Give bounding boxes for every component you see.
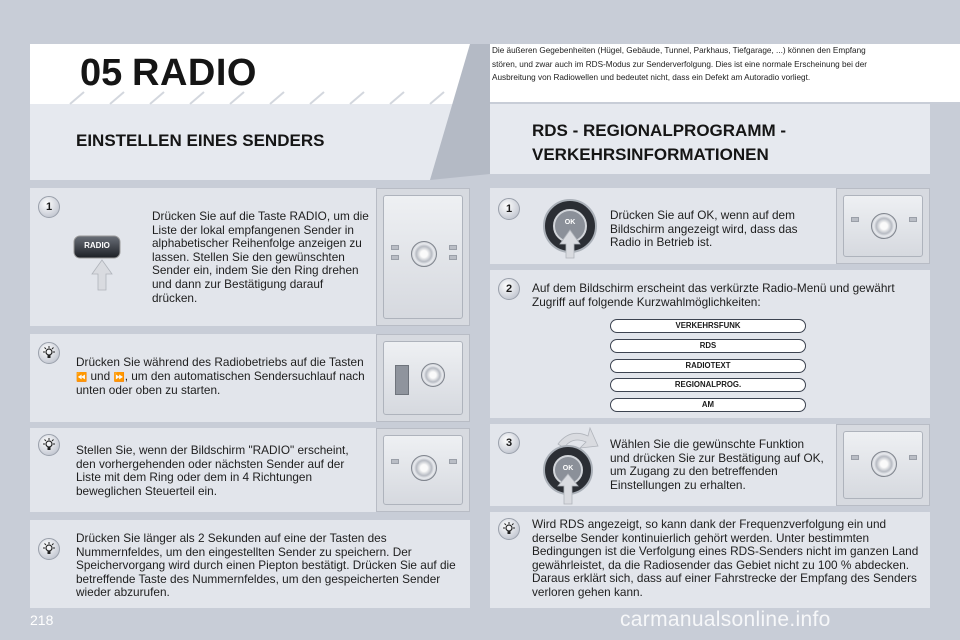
- seek-down-icon: ⏪: [76, 371, 88, 382]
- audio-unit-illustration: [376, 428, 470, 512]
- watermark: carmanualsonline.info: [620, 608, 831, 631]
- step-number-badge: 2: [498, 278, 520, 300]
- radio-button-illustration: [72, 228, 132, 292]
- radio-button-label: RADIO: [84, 241, 110, 250]
- menu-item-verkehrsfunk[interactable]: VERKEHRSFUNK: [610, 319, 806, 333]
- audio-unit-illustration: [376, 188, 470, 326]
- right-tip-text: Wird RDS angezeigt, so kann dank der Frequenzverfolgung ein und derselbe Sender kontinuierlich gehört werden. Unter bestimmten Bedingungen ist die Verfolgung eines RDS-Senders nicht im ganzen Land gewährleistet, da die Radiosender das Gebiet nicht zu 100 % abdecken. Daraus erklärt sich, dass auf einer Fahrstrecke der Empfang des Senders verloren gehen kann.: [532, 517, 919, 599]
- lightbulb-icon: [42, 346, 56, 360]
- seek-up-icon: ⏩: [113, 371, 125, 382]
- right-step2-text: Auf dem Bildschirm erscheint das verkürzte Radio-Menü und gewährt Zugriff auf folgende Kurzwahlmöglichkeiten:: [532, 281, 895, 309]
- left-section-title: EINSTELLEN EINES SENDERS: [76, 131, 325, 150]
- lightbulb-icon: [42, 438, 56, 452]
- step-number-badge: 1: [38, 196, 60, 218]
- right-step1-text: Drücken Sie auf OK, wenn auf dem Bildschirm angezeigt wird, dass das Radio in Betrieb ist.: [610, 208, 798, 250]
- left-tip3-text: Drücken Sie länger als 2 Sekunden auf eine der Tasten des Nummernfeldes, um den eingestellten Sender zu speichern. Der Speichervorgang wird durch einen Piepton bestätigt. Drücken Sie auf die betreffende Taste des Nummernfeldes, um den gespeicherten Sender wieder abzurufen.: [76, 531, 456, 600]
- audio-unit-illustration: [836, 424, 930, 506]
- step-number-badge: 1: [498, 198, 520, 220]
- left-tip2-text: Stellen Sie, wenn der Bildschirm "RADIO" erscheint, den vorhergehenden oder nächsten Sender auf der Liste mit dem Ring oder dem in 4 Richtungen beweglichen Steuerteil ein.: [76, 443, 349, 498]
- chapter-number: 05: [80, 52, 123, 94]
- tip-badge: [498, 518, 520, 540]
- chapter-title: RADIO: [132, 52, 257, 94]
- left-tip1-text: Drücken Sie während des Radiobetriebs auf die Tasten ⏪ und ⏩, um den automatischen Sendersuchlauf nach unten oder oben zu starten.: [76, 355, 365, 398]
- right-step3-text: Wählen Sie die gewünschte Funktion und drücken Sie zur Bestätigung auf OK, um Zugang zu den betreffenden Einstellungen zu erhalten.: [610, 437, 824, 492]
- rotate-arrow-icon: [558, 428, 598, 448]
- ok-knob-label: OK: [564, 219, 576, 226]
- right-section-title-line2: VERKEHRSINFORMATIONEN: [532, 145, 769, 164]
- intro-note: Die äußeren Gegebenheiten (Hügel, Gebäude, Tunnel, Parkhaus, Tiefgarage, ...) können den Empfang stören, und zwar auch im RDS-Modus zur Senderverfolgung. Dies ist eine normale Erscheinung bei der Ausbreitung von Radiowellen und bedeutet nicht, dass ein Defekt am Autoradio vorliegt.: [492, 46, 867, 82]
- menu-item-rds[interactable]: RDS: [610, 339, 806, 353]
- right-section-title-line1: RDS - REGIONALPROGRAMM -: [532, 121, 787, 140]
- menu-item-am[interactable]: AM: [610, 398, 806, 412]
- press-arrow-icon: [92, 260, 112, 290]
- menu-item-radiotext[interactable]: RADIOTEXT: [610, 359, 806, 373]
- lightbulb-icon: [502, 522, 516, 536]
- audio-unit-illustration: [376, 334, 470, 422]
- page-number: 218: [30, 612, 54, 628]
- left-step1-text: Drücken Sie auf die Taste RADIO, um die Liste der lokal empfangenen Sender in alphabetischer Reihenfolge anzeigen zu lassen. Stellen Sie den gewünschten Sender ein, indem Sie den Ring drehen und dann zur Bestätigung darauf drücken.: [152, 209, 369, 305]
- audio-unit-illustration: [836, 188, 930, 264]
- ok-knob-illustration: [540, 196, 600, 260]
- tip-badge: [38, 434, 60, 456]
- menu-item-regionalprog[interactable]: REGIONALPROG.: [610, 378, 806, 392]
- ok-knob-label: OK: [562, 465, 574, 472]
- step-number-badge: 3: [498, 432, 520, 454]
- lightbulb-icon: [42, 542, 56, 556]
- tip-badge: [38, 538, 60, 560]
- tip-badge: [38, 342, 60, 364]
